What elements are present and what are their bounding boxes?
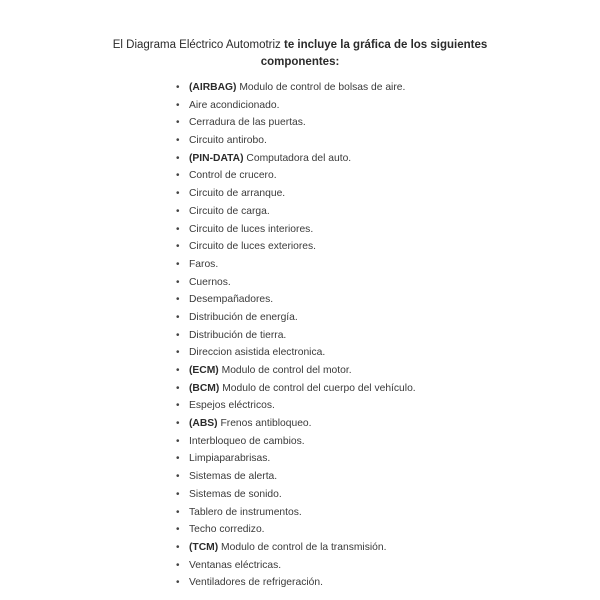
list-item xyxy=(170,397,570,415)
bullet-icon: • xyxy=(176,347,180,359)
list-item xyxy=(170,574,570,592)
list-item xyxy=(170,79,570,97)
component-text: Ventanas eléctricas. xyxy=(189,559,282,571)
component-text: Modulo de control de la transmisión. xyxy=(221,541,387,553)
bullet-icon: • xyxy=(176,241,180,253)
bullet-icon: • xyxy=(176,329,180,341)
list-item xyxy=(170,150,570,168)
component-text: Modulo de control del motor. xyxy=(221,365,352,376)
list-item xyxy=(170,132,570,150)
bullet-icon: • xyxy=(176,223,180,235)
bullet-icon: • xyxy=(176,559,180,571)
bullet-icon: • xyxy=(176,82,180,93)
component-text: Cerradura de las puertas. xyxy=(189,117,306,129)
list-item xyxy=(170,486,570,504)
component-code: (AIRBAG) xyxy=(189,82,237,93)
component-text: Cuernos. xyxy=(189,276,231,288)
bullet-icon: • xyxy=(176,524,180,536)
bullet-icon: • xyxy=(176,170,180,182)
bullet-icon: • xyxy=(176,205,180,217)
component-text: Circuito de arranque. xyxy=(189,188,286,200)
list-item xyxy=(170,539,570,557)
list-item xyxy=(170,327,570,345)
list-item xyxy=(170,380,570,398)
component-text: Techo corredizo. xyxy=(189,524,265,536)
list-item xyxy=(170,97,570,115)
list-item xyxy=(170,450,570,468)
component-text: Sistemas de alerta. xyxy=(189,471,278,483)
bullet-icon: • xyxy=(176,453,180,465)
list-item xyxy=(170,185,570,203)
component-text: Interbloqueo de cambios. xyxy=(189,435,305,447)
list-item xyxy=(170,468,570,486)
list-item xyxy=(170,309,570,327)
component-text: Modulo de control del cuerpo del vehículo. xyxy=(222,382,416,394)
bullet-icon: • xyxy=(176,258,180,270)
bullet-icon: • xyxy=(176,435,180,447)
component-text: Control de crucero. xyxy=(189,170,277,182)
component-code: (PIN-DATA) xyxy=(189,152,244,164)
list-item xyxy=(170,274,570,292)
bullet-icon: • xyxy=(176,152,180,164)
bullet-icon: • xyxy=(176,471,180,483)
bullet-icon: • xyxy=(176,117,180,129)
list-item xyxy=(170,557,570,575)
list-item xyxy=(170,521,570,539)
bullet-icon: • xyxy=(176,418,180,430)
bullet-icon: • xyxy=(176,488,180,500)
list-item xyxy=(170,415,570,433)
bullet-icon: • xyxy=(176,365,180,376)
component-text: Circuito de luces exteriores. xyxy=(189,241,317,253)
list-item xyxy=(170,504,570,522)
list-item xyxy=(170,362,570,380)
component-text: Distribución de tierra. xyxy=(189,329,287,341)
list-item xyxy=(170,344,570,362)
component-code: (TCM) xyxy=(189,541,219,553)
bullet-icon: • xyxy=(176,311,180,323)
component-text: Faros. xyxy=(189,258,219,270)
bullet-icon: • xyxy=(176,276,180,288)
list-item xyxy=(170,291,570,309)
component-code: (BCM) xyxy=(189,382,220,394)
intro-heading xyxy=(90,37,510,71)
bullet-icon: • xyxy=(176,382,180,394)
list-item xyxy=(170,221,570,239)
bullet-icon: • xyxy=(176,99,180,111)
component-text: Direccion asistida electronica. xyxy=(189,347,326,359)
component-text: Espejos eléctricos. xyxy=(189,400,275,412)
component-list xyxy=(170,79,570,592)
component-text: Ventiladores de refrigeración. xyxy=(189,577,323,589)
component-text: Modulo de control de bolsas de aire. xyxy=(239,82,406,93)
component-text: Frenos antibloqueo. xyxy=(220,418,312,430)
component-code: (ECM) xyxy=(189,365,219,376)
component-text: Computadora del auto. xyxy=(246,152,352,164)
component-text: Circuito de luces interiores. xyxy=(189,223,314,235)
list-item xyxy=(170,167,570,185)
bullet-icon: • xyxy=(176,400,180,412)
list-item xyxy=(170,256,570,274)
component-text: Sistemas de sonido. xyxy=(189,488,282,500)
bullet-icon: • xyxy=(176,506,180,518)
bullet-icon: • xyxy=(176,541,180,553)
intro-heading-plain: El Diagrama Eléctrico Automotriz xyxy=(112,39,281,51)
bullet-icon: • xyxy=(176,188,180,200)
component-text: Circuito de carga. xyxy=(189,205,270,217)
component-text: Circuito antirobo. xyxy=(189,135,267,147)
list-item xyxy=(170,433,570,451)
component-code: (ABS) xyxy=(189,418,218,430)
component-text: Tablero de instrumentos. xyxy=(189,506,302,518)
list-item xyxy=(170,114,570,132)
component-text: Distribución de energía. xyxy=(189,311,298,323)
component-text: Desempañadores. xyxy=(189,294,274,306)
bullet-icon: • xyxy=(176,294,180,306)
list-item xyxy=(170,238,570,256)
component-text: Limpiaparabrisas. xyxy=(189,453,271,465)
bullet-icon: • xyxy=(176,577,180,589)
intro-heading-strong: te incluye la gráfica de los siguientes componentes: xyxy=(260,39,488,68)
bullet-icon: • xyxy=(176,135,180,147)
component-text: Aire acondicionado. xyxy=(189,99,280,111)
list-item xyxy=(170,203,570,221)
